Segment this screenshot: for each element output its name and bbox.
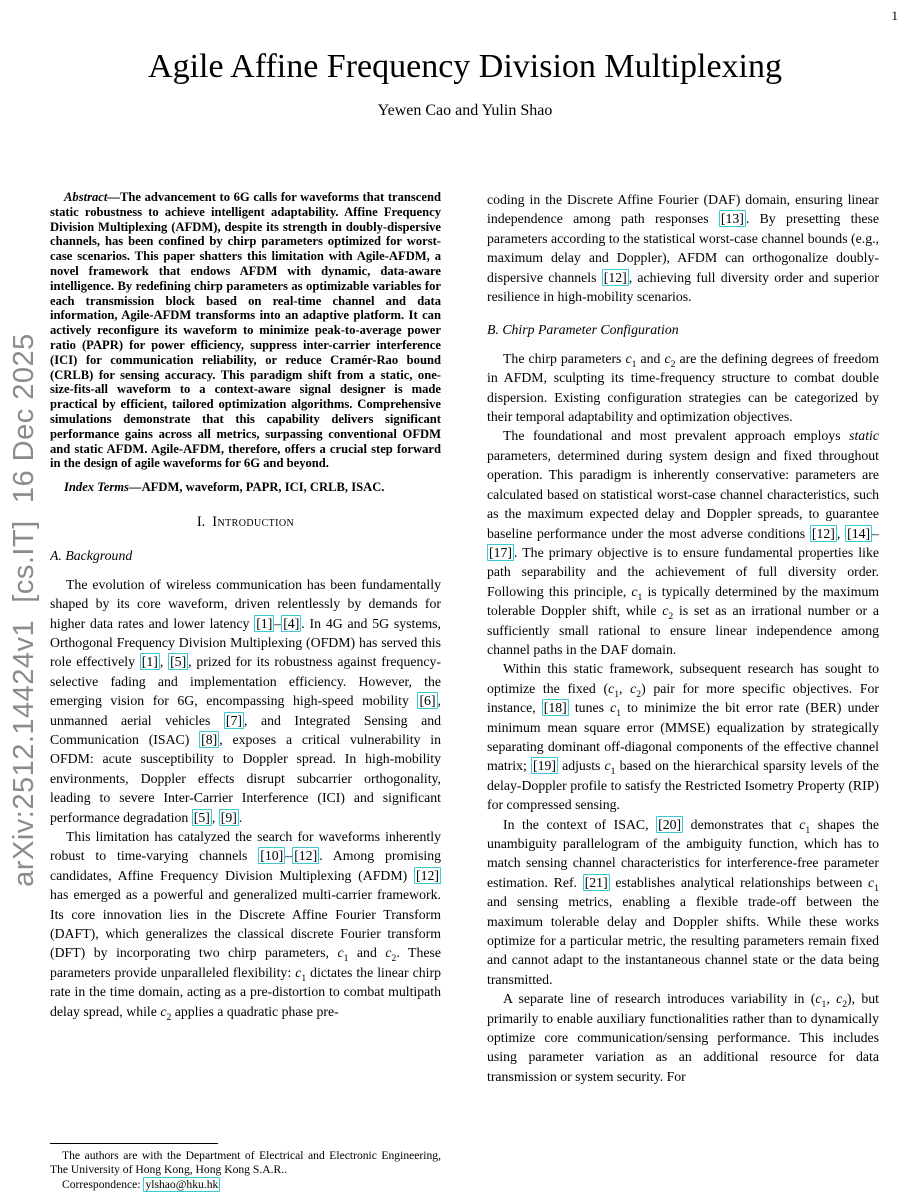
citation-link[interactable]: [17] <box>489 544 512 560</box>
footnote-text: The authors are with the Department of Electrical and Electronic Engineering, The University of Hong Kong, Hong Kong S.A.R.. <box>50 1149 441 1177</box>
citation-link[interactable]: [4] <box>283 615 300 631</box>
paragraph-chirp-1: The chirp parameters $c_1$ and $c_2$ are the defining degrees of freedom in AFDM, sculpting its time-frequency structure to combat double dispersion. Existing configuration strategies can be categorized by their temporal adaptability and optimization objectives. <box>487 350 879 425</box>
citation-link[interactable]: [13] <box>720 211 744 227</box>
subsection-heading-background: A. Background <box>50 548 133 564</box>
math-inline: ($c_1$, $c_2$) <box>810 991 852 1010</box>
email-link[interactable]: ylshao@hku.hk <box>145 1177 219 1191</box>
abstract <box>50 190 441 471</box>
section-title: Introduction <box>212 513 295 530</box>
math-inline: $c_2$ <box>664 350 676 370</box>
citation-link[interactable]: [1] <box>256 615 273 631</box>
citation-link[interactable]: [18] <box>543 700 567 716</box>
citation-link[interactable]: [5] <box>170 654 187 670</box>
footnote-rule <box>50 1143 218 1144</box>
math-inline: $c_1$ <box>604 758 616 778</box>
index-terms-label: Index Terms— <box>64 480 142 495</box>
math-inline: $c_2$ <box>385 945 397 965</box>
math-inline: $c_1$ <box>625 350 637 370</box>
paragraph-background-1: The evolution of wireless communication has been fundamentally shaped by its core waveform, driven relentlessly by demands for higher data rates and lower latency [1] – [4] . In 4G and 5G systems, Orthogonal Frequency Division Multiplexing (OFDM) has served this role effectively [1] , [5] , prized for its robustness against frequency-selective fading and implementation efficiency. However, the emerging vision for 6G, encompassing high-speed mobility [6] , unmanned aerial vehicles [7] , and Integrated Sensing and Communication (ISAC) [8] , exposes a critical vulnerability in OFDM: acute susceptibility to Doppler spread. In high-mobility environments, Doppler effects disrupt subcarrier orthogonality, leading to severe Inter-Carrier Interference (ICI) and significant performance degradation [5] , [9] . <box>50 576 441 825</box>
abstract-label: Abstract— <box>64 190 120 204</box>
citation-link[interactable]: [20] <box>658 816 682 832</box>
correspondence-line <box>50 1178 441 1192</box>
section-heading-introduction <box>50 513 441 532</box>
citation-link[interactable]: [14] <box>847 525 871 541</box>
paper-authors: Yewen Cao and Yulin Shao <box>377 102 553 120</box>
citation-link[interactable]: [10] <box>260 848 284 864</box>
paragraph-chirp-3: Within this static framework, subsequent research has sought to optimize the fixed ($c_1$, $c_2$) pair for more specific objectives. For instance, [18] tunes $c_1$ to minimize the bit error rate (BER) under minimum mean square error (MMSE) equalization by strategically separating dominant off-diagonal components of the effective channel matrix; [19] adjusts $c_1$ based on the hierarchical sparsity levels of the delay-Doppler profile to satisfy the Restricted Isometry Property (RIP) for compressed sensing. <box>487 661 879 813</box>
index-terms <box>50 480 441 495</box>
section-number: I. <box>196 513 206 530</box>
citation-link[interactable]: [5] <box>193 809 210 825</box>
paragraph-chirp-5: A separate line of research introduces variability in ($c_1$, $c_2$), but primarily to enable auxiliary functionalities rather than to dynamically optimize core communication/sensing performance. This includes using parameter variation as an additional resource for data transmission or system security. For <box>487 991 879 1084</box>
citation-link[interactable]: [1] <box>141 654 158 670</box>
citation-link[interactable]: [12] <box>294 848 318 864</box>
citation-link[interactable]: [21] <box>584 874 608 890</box>
math-inline: $c_1$ <box>337 945 349 965</box>
math-inline: $c_2$ <box>662 603 674 622</box>
citation-link[interactable]: [8] <box>201 732 218 747</box>
paper-title: Agile Affine Frequency Division Multiplexing <box>148 48 782 85</box>
citation-link[interactable]: [12] <box>603 269 627 285</box>
left-column <box>50 190 441 1145</box>
citation-link[interactable]: [12] <box>811 525 835 541</box>
paragraph-continuation: coding in the Discrete Affine Fourier (DAF) domain, ensuring linear independence among path responses [13] . By presetting these parameters according to the statistical worst-case channel bounds (e.g., maximum delay and Doppler), AFDM can orthogonalize doubly-dispersive channels [12] , achieving full diversity order and superior resilience in high-mobility scenarios. <box>487 192 879 305</box>
math-inline: ($c_1$, $c_2$) <box>603 680 646 700</box>
citation-link[interactable]: [19] <box>532 758 556 774</box>
citation-link[interactable]: [9] <box>220 809 237 825</box>
abstract-text: The advancement to 6G calls for waveforms that transcend static robustness to achieve intelligent adaptability. Affine Frequency Division Multiplexing (AFDM), despite its strength in doubly-dispersive channels, has been confined by chirp parameters optimized for worst-case scenarios. This paper shatters this limitation with Agile-AFDM, a novel framework that endows AFDM with dynamic, data-aware intelligence. By redefining chirp parameters as optimizable variables for each transmission block based on real-time channel and data information, Agile-AFDM transforms into an adaptive platform. It can actively reconfigure its waveform to minimize peak-to-average power ratio (PAPR) for power efficiency, suppress inter-carrier interference (ICI) for communication reliability, or reduce Cramér-Rao bound (CRLB) for sensing accuracy. This paradigm shift from a static, one-size-fits-all waveform to a context-aware signal designer is made practical by efficient, tailored optimization algorithms. Comprehensive simulations demonstrate that this capability delivers significant performance gains across all metrics, surpassing conventional OFDM and static AFDM. Agile-AFDM, therefore, offers a crucial step forward in the design of agile waveforms for 6G and beyond. <box>50 190 441 471</box>
citation-link[interactable]: [12] <box>416 867 439 883</box>
page-number: 1 <box>891 8 898 23</box>
math-inline: $c_1$ <box>610 700 622 719</box>
paragraph-chirp-4: In the context of ISAC, [20] demonstrates that $c_1$ shapes the unambiguity parallelogram of the ambiguity function, which has to match sensing channel characteristics for interference-free parameter estimation. Ref. [21] establishes analytical relationships between $c_1$ and sensing metrics, enabling a flexible trade-off between the maximum tolerable delay and Doppler shifts. While these works optimize for a particular metric, the resulting parameters remain fixed and cannot adapt to the instantaneous channel state or the data being transmitted. <box>487 816 879 987</box>
math-inline: $c_1$ <box>631 583 643 603</box>
math-inline: $c_1$ <box>799 816 811 836</box>
index-terms-text: AFDM, waveform, PAPR, ICI, CRLB, ISAC. <box>141 480 385 495</box>
author-footnote <box>50 1143 441 1192</box>
math-inline: $c_2$ <box>160 1003 172 1023</box>
math-inline: $c_1$ <box>295 964 307 984</box>
citation-link[interactable]: [7] <box>225 712 242 728</box>
correspondence-label: Correspondence: <box>62 1177 144 1191</box>
math-inline: $c_1$ <box>868 874 879 894</box>
paper-header <box>50 48 880 120</box>
paragraph-background-2: This limitation has catalyzed the search for waveforms inherently robust to time-varying channels [10] – [12] . Among promising candidates, Affine Frequency Division Multiplexing (AFDM) [12] has emerged as a powerful and generalized multi-carrier framework. Its core innovation lies in the Discrete Affine Fourier Transform (DAFT), which generalizes the classical discrete Fourier transform (DFT) by incorporating two chirp parameters, $c_1$ and $c_2$. These parameters provide unparalleled flexibility: $c_1$ dictates the linear chirp rate in the time domain, acting as a pre-distortion to combat multipath delay spread, while $c_2$ applies a quadratic phase pre- <box>50 829 441 1023</box>
right-column <box>487 190 879 1200</box>
subsection-heading-chirp-config: B. Chirp Parameter Configuration <box>487 322 679 338</box>
paragraph-chirp-2: The foundational and most prevalent approach employs static parameters, determined during system design and fixed throughout operation. This paradigm is inherently conservative: parameters are calculated based on statistical worst-case channel characteristics, such as the maximum expected delay and Doppler spreads, to guarantee baseline performance under the most adverse conditions [12] , [14] –[17] . The primary objective is to ensure fundamental properties like path separability and the achievement of full diversity order. Following this principle, $c_1$ is typically determined by the maximum tolerable Doppler shift, while $c_2$ is set as an irrational number or a sufficiently small rational to ensure linear independence among channel paths in the DAF domain. <box>487 428 879 657</box>
citation-link[interactable]: [6] <box>419 693 436 709</box>
arxiv-watermark: arXiv:2512.14424v1 [cs.IT] 16 Dec 2025 <box>8 333 40 887</box>
